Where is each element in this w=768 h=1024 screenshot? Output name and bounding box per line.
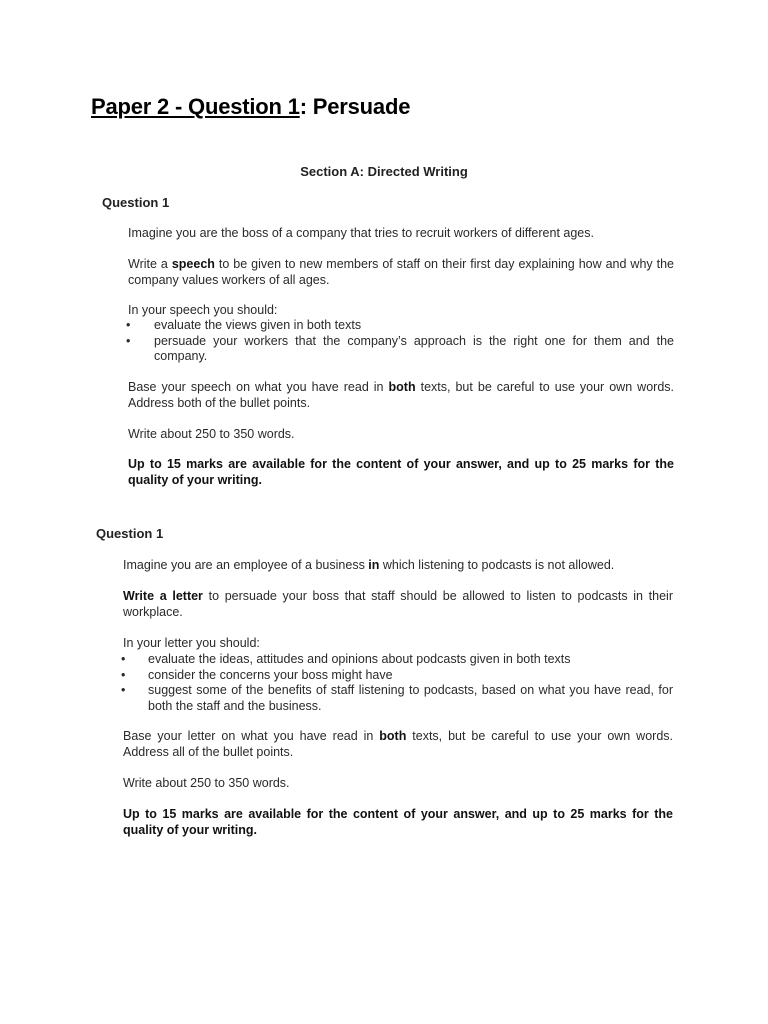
q2-intro: In your letter you should: [123, 636, 260, 650]
q2-bullet-3 [121, 683, 673, 714]
q2-word-count: Write about 250 to 350 words. [123, 776, 290, 790]
bullet-icon: • [126, 318, 131, 332]
page-title [91, 94, 410, 120]
q2-write-post: to persuade your boss that staff should be allowed to listen to podcasts in their workplace. [123, 589, 673, 619]
q1-word-count: Write about 250 to 350 words. [128, 427, 295, 441]
bullet-icon: • [121, 667, 126, 682]
q1-write-instruction [128, 257, 674, 288]
q1-bullet-1 [126, 318, 674, 334]
q2-bullet-list [121, 652, 673, 714]
q1-bullet-2 [126, 334, 674, 365]
q2-bullet-2 [121, 668, 673, 684]
q2-bullet-3-text: suggest some of the benefits of staff listening to podcasts, based on what you have read, for both the staff and the business. [148, 683, 673, 713]
q1-bullet-2-text: persuade your workers that the company’s approach is the right one for them and the company. [154, 333, 674, 363]
q1-write-post: to be given to new members of staff on their first day explaining how and why the company values workers of all ages. [128, 257, 674, 287]
q2-write-instruction [123, 589, 673, 620]
q2-base-instruction [123, 729, 673, 760]
bullet-icon: • [121, 683, 126, 697]
q1-write-pre: Write a [128, 257, 172, 271]
q2-base-bold: both [379, 729, 407, 743]
q1-bullet-list [126, 318, 674, 365]
q2-imagine-bold: in [368, 558, 380, 572]
question-1-label: Question 1 [102, 195, 170, 210]
page-title-underlined: Paper 2 - Question 1 [91, 94, 300, 119]
q1-bullet-1-text: evaluate the views given in both texts [154, 318, 362, 332]
q1-write-bold: speech [171, 257, 215, 271]
q2-bullet-1 [121, 652, 673, 668]
q1-base-pre: Base your speech on what you have read in [128, 380, 389, 394]
q1-base-post: texts, but be careful to use your own words. Address both of the bullet points. [128, 380, 674, 410]
q2-marks: Up to 15 marks are available for the content of your answer, and up to 25 marks for the quality of your writing. [123, 807, 673, 837]
q2-write-bold: Write a letter [123, 589, 203, 603]
q1-base-instruction [128, 380, 674, 411]
q2-bullet-2-text: consider the concerns your boss might have [148, 667, 393, 682]
q1-imagine: Imagine you are the boss of a company that tries to recruit workers of different ages. [128, 226, 594, 240]
question-2-label: Question 1 [96, 526, 164, 541]
bullet-icon: • [126, 333, 131, 348]
q2-imagine-post: which listening to podcasts is not allowed. [379, 558, 615, 572]
q2-imagine [123, 558, 673, 574]
q2-base-pre: Base your letter on what you have read in [123, 729, 380, 743]
q2-bullet-1-text: evaluate the ideas, attitudes and opinions about podcasts given in both texts [148, 652, 571, 666]
section-heading: Section A: Directed Writing [300, 164, 468, 179]
page-title-suffix: : Persuade [299, 94, 411, 119]
q1-base-bold: both [388, 380, 416, 394]
q1-marks: Up to 15 marks are available for the content of your answer, and up to 25 marks for the quality of your writing. [128, 457, 674, 487]
q2-imagine-pre: Imagine you are an employee of a business [123, 558, 369, 572]
q1-intro: In your speech you should: [128, 303, 278, 317]
q2-base-post: texts, but be careful to use your own words. Address all of the bullet points. [123, 729, 673, 759]
bullet-icon: • [121, 652, 126, 666]
